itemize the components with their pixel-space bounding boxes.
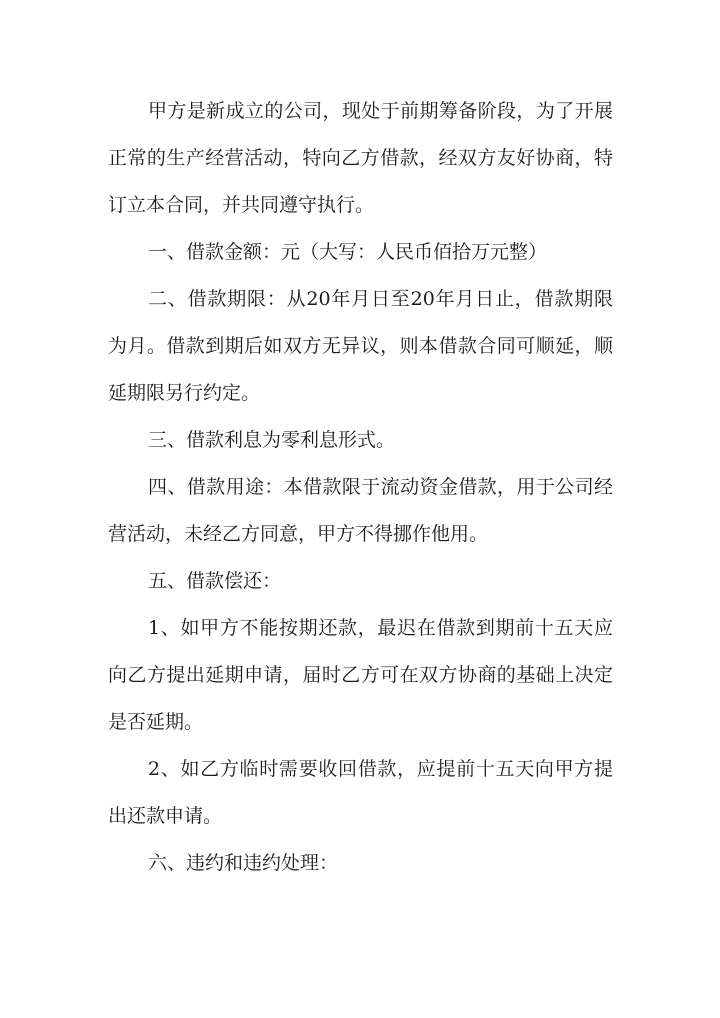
paragraph-loan-interest: 三、借款利息为零利息形式。 — [148, 429, 396, 451]
paragraph-loan-term: 二、借款期限：从20年月日至20年月日止，借款期限为月。借款到期后如双方无异议，则本借款合同可顺延，顺延期限另行约定。 — [108, 288, 613, 404]
paragraph-breach-heading: 六、违约和违约处理： — [148, 852, 339, 874]
paragraph-repayment-heading: 五、借款偿还： — [148, 570, 282, 592]
paragraph-loan-purpose: 四、借款用途：本借款限于流动资金借款，用于公司经营活动，未经乙方同意，甲方不得挪作他用。 — [108, 476, 613, 545]
paragraph-intro: 甲方是新成立的公司，现处于前期筹备阶段，为了开展正常的生产经营活动，特向乙方借款，经双方友好协商，特订立本合同，并共同遵守执行。 — [108, 100, 613, 216]
paragraph-repayment-item-2: 2、如乙方临时需要收回借款，应提前十五天向甲方提出还款申请。 — [108, 758, 613, 827]
paragraph-loan-amount: 一、借款金额：元（大写：人民币佰拾万元整） — [148, 241, 548, 263]
paragraph-repayment-item-1: 1、如甲方不能按期还款，最迟在借款到期前十五天应向乙方提出延期申请，届时乙方可在双方协商的基础上决定是否延期。 — [108, 617, 613, 733]
document-body — [108, 88, 613, 887]
